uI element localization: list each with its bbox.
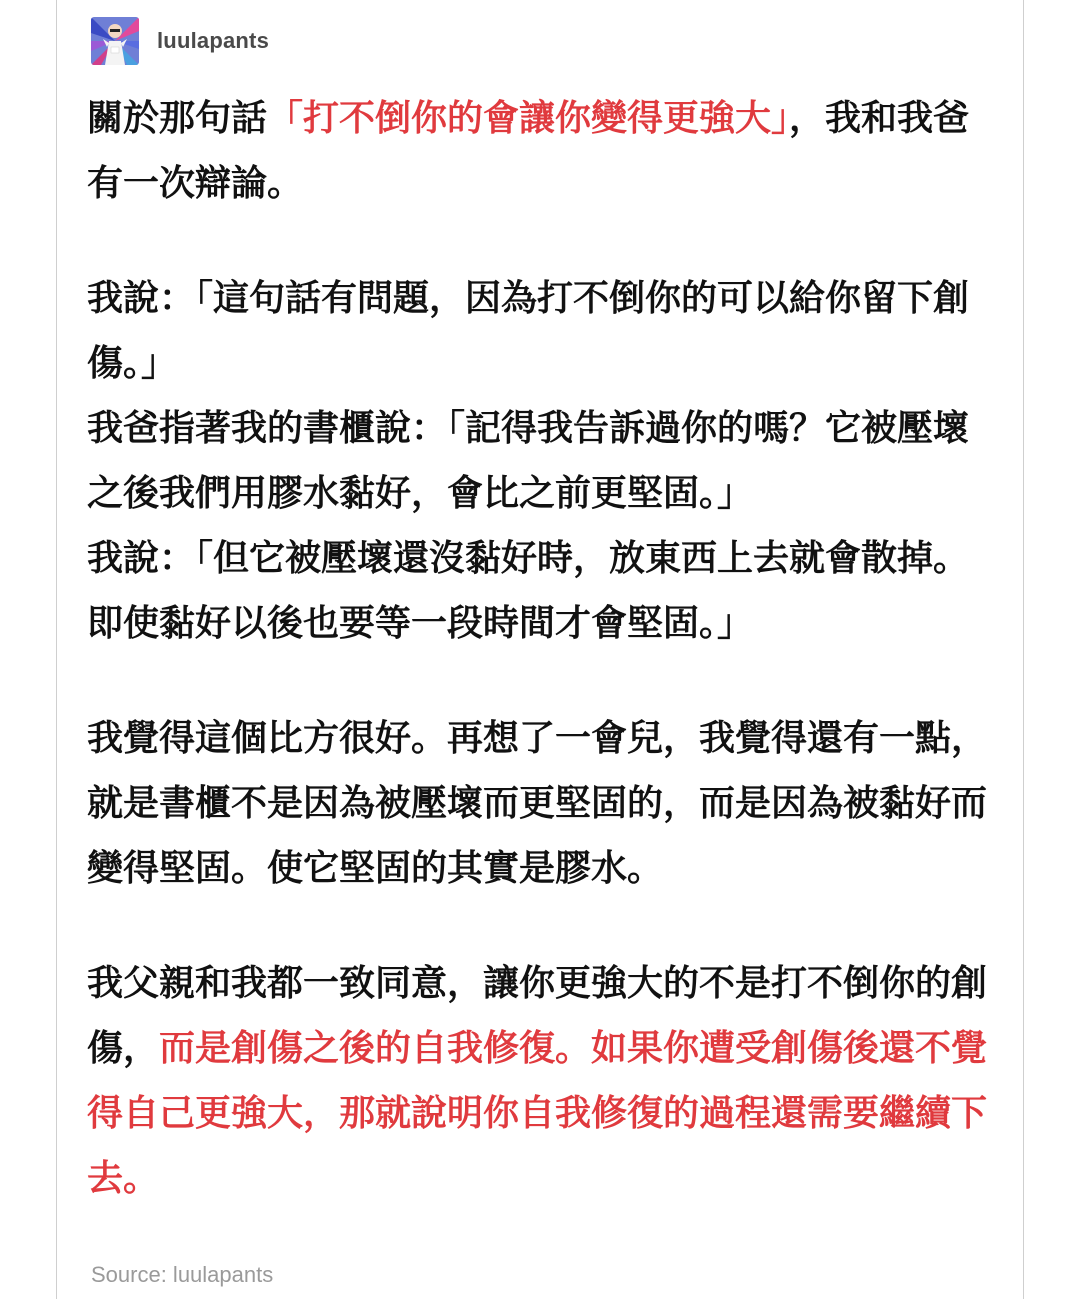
paragraph-gap: [87, 216, 1002, 266]
paragraph-gap: [87, 656, 1002, 706]
username[interactable]: luulapants: [157, 28, 270, 53]
avatar-icon[interactable]: [91, 17, 139, 65]
post-body: [87, 86, 1002, 1211]
paragraph-1: [87, 86, 1002, 216]
highlighted-quote: 「打不倒你的會讓你變得更強大」: [267, 98, 790, 139]
paragraph-2-line-2: 我爸指著我的書櫃說：「記得我告訴過你的嗎？它被壓壞之後我們用膠水黏好，會比之前更堅固。」: [87, 408, 970, 514]
paragraph-3: 我覺得這個比方很好。再想了一會兒，我覺得還有一點，就是書櫃不是因為被壓壞而更堅固的，而是因為被黏好而變得堅固。使它堅固的其實是膠水。: [87, 718, 988, 889]
paragraph-4: [87, 951, 1002, 1211]
post-header: [91, 16, 269, 66]
post-card: [56, 0, 1024, 1299]
paragraph-2-line-3: 我說：「但它被壓壞還沒黏好時，放東西上去就會散掉。即使黏好以後也要等一段時間才會堅固。」: [87, 538, 970, 644]
paragraph-gap: [87, 901, 1002, 951]
paragraph-4-prefix: 我父親和我都一致同意，讓你更強大的不是打不倒你的創傷，: [87, 963, 988, 1069]
paragraph-1-prefix: 關於那句話: [87, 98, 268, 139]
highlighted-conclusion: 而是創傷之後的自我修復。如果你遭受創傷後還不覺得自己更強大，那就說明你自我修復的過程還需要繼續下去。: [87, 1028, 988, 1199]
paragraph-2-line-1: 我說：「這句話有問題，因為打不倒你的可以給你留下創傷。」: [87, 278, 970, 384]
paragraph-1-suffix: ，我和我爸有一次辯論。: [87, 98, 970, 204]
source-attribution: Source: luulapants: [91, 1262, 274, 1287]
